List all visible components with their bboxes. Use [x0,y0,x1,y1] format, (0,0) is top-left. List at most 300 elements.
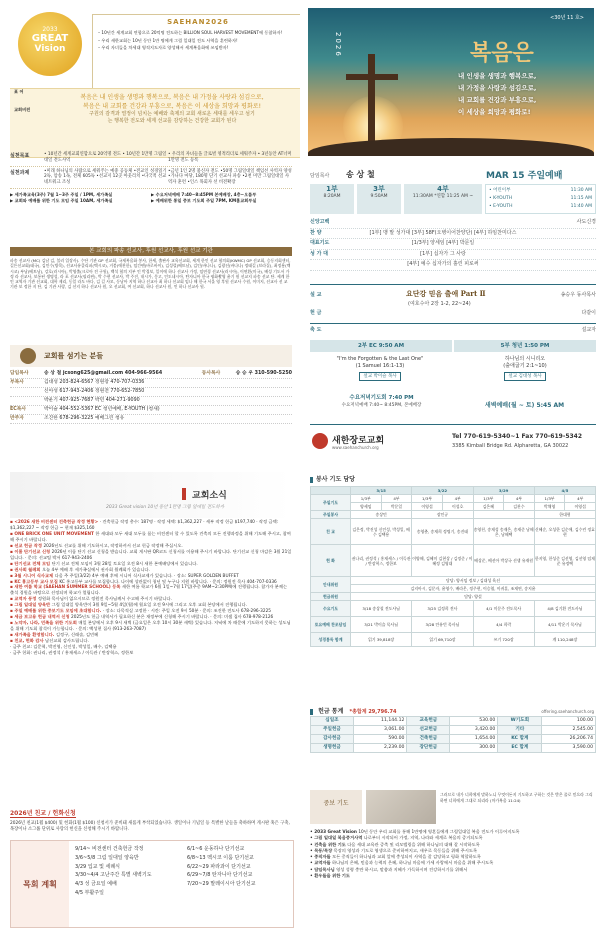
benediction-label: 축 도 [310,327,322,333]
ec-preacher: 설교 박이슬 목사 [359,372,400,381]
table-cell: 3,590.00 [542,744,596,753]
hero-lines [458,70,588,118]
schedule-item: ▶ 예배위한 통일 중보 기도회 주일 7PM, KM홈교회부실 [151,197,257,203]
table-cell: 김지아시, 김문자, 윤영수, 배라온, 정주현, 이승엽, 이귀훈, 조재연, 송지윤 [351,585,596,593]
news-item [10,621,292,633]
table-cell: 생명헌금 [311,744,354,753]
table-cell: 이양해, 김혜미 김현상 / 김정준 / 이혜정 김영대 [412,545,473,577]
plan-item: 7/20~29 말레이시아 단기선교 [187,881,256,888]
church-logo-icon [312,433,328,449]
offering-url[interactable]: offering.saehanchurch.org [541,709,594,714]
service-name: 4부 [437,185,449,193]
youth-time: 11:40 AM [570,204,592,209]
staff-val: 조진한 678-296-3225 예배그린 청유 [44,416,125,421]
goal-row [10,167,292,189]
staff-row [10,379,292,388]
plan-item: 3/29 입교 및 세례식 [75,863,120,870]
youth-row [489,203,592,211]
ya-sermon-ref: (출애굽기 2:1~10) [503,363,547,369]
prayer-item-text: 모든 중직들이 하나님과 교회 앞에 충성되이 사역을 잘 감당하고 평화 역할하도록 [330,855,481,861]
hero-line: 내 인생을 생명과 행복으로, [458,72,537,80]
week-header: 3/22 [412,487,473,495]
table-cell: 담당: 양서임 정보 / 김대성 육선 [351,577,596,585]
ya-preacher: 설교 김대성 목사 [504,372,545,381]
goal-key: 실천과제 [10,169,30,176]
vision-label: 교회비전 [14,107,31,112]
table-cell: 530.00 [450,717,498,726]
news-item [10,532,292,544]
intercession-label: 중보 기도 [310,790,362,824]
duties-title: 봉사 기도 담당 [310,474,355,483]
servants-title: 교회를 섬기는 분들 [44,352,103,360]
youth-row [489,187,592,195]
table-cell: EC 합계 [498,744,542,753]
news-headline: ▪ 주일 예배를 위한 중보기도 모임에 초대합니다. [10,609,103,615]
table-cell: 이영섭 [412,503,443,511]
staff-row [10,388,292,397]
table-cell: 3,061.00 [353,726,407,735]
table-row [311,519,596,545]
news-headline: ▪ 노약자, 나라, 민족을 위한 기도회 [10,621,79,627]
table-row [311,617,596,633]
plan-label: 목회 계획 [11,841,69,927]
table-cell: 박문일 [381,503,412,511]
table-cell: W기도회 [498,717,542,726]
table-cell: 기타 [498,726,542,735]
prayer-item-title: • 담임목사님 [310,867,335,873]
vision-text: 구원의 감격과 열정이 넘치는 예배와 축제의 교회 새로운 세대를 세우고 섬기 [89,111,255,117]
news-text: 2026년 이룸 단기 선교 신청을 받습니다. 교회 게시판 QR코드 신청서를 이용해 주시기 바랍니다. 단기선교 신청 마감은 3월 21일입니다. · 문의: 선교팀 박서 617-943-2406 [10,549,292,561]
sermon-title: 요단강 믿음 출애 Part Ⅱ [406,289,486,298]
service-box [404,184,482,214]
table-cell: 한대형 [534,511,595,519]
news-text: 김정구, 신래솔, 김민혜 [55,633,99,639]
service-box [310,184,354,214]
plan-item: 4/3 성 금요일 예배 [75,881,117,888]
offering-title [310,706,396,715]
offering-total: *총합계 29,796.74 [349,709,397,715]
hero-year: 2026 [334,32,342,58]
table-cell [311,487,351,495]
table-cell: 박채영 [534,503,565,511]
young-adult-sermon [454,356,596,381]
table-cell: 권나리, 권정석 / 홍재세스 / 이득관 / 반장혁스, 정한보 [351,545,412,577]
theme-text: 복음은 내 교회를 건강과 부흥으로, 복음은 이 세상을 희망과 평화로! [83,103,261,110]
table-cell: 3/25 김정희 전사 [412,601,473,617]
table-cell: 3/21 박이슬 목사님 [351,617,412,633]
table-row [311,601,596,617]
ec-sermon-title: "I'm the Forgotten & the Last One" [336,356,424,362]
youth-row [489,195,592,203]
prayer-verse: 그러므로 내가 너희에게 말하노니 무엇이든지 기도하고 구하는 것은 받은 줄로 믿으라 그리하면 너희에게 그대로 되리라 (마가복음 11:24) [440,792,593,803]
prayer-item-title: • 그림 일대일 복음증거사역 [310,836,363,842]
table-cell: 배상준, 베선아 박상국 선생 유재원 [473,545,534,577]
prayer-item-text: 하나님의 은혜, 믿음과 능력의 은혜, 하나님 마음에 가세 사랑에서 마음을 위해 주시도록 [330,861,494,867]
theme-band [10,88,300,158]
order-row [310,239,596,250]
benediction-val: 설교자 [581,327,596,333]
table-cell: 양세임 [351,503,382,511]
table-cell: 건축헌금 [407,735,450,744]
church-icon [20,348,36,364]
badge-year: 2033 [42,26,58,33]
hero-line: 내 가정을 사랑과 섬김으로, [458,84,537,92]
table-cell: 쓰기 720장 [473,633,534,647]
theme-label: 표 어 [14,89,24,94]
table-cell: 한지영, 한성준 김선영, 김선영 임재준 유정택 [534,545,595,577]
goal-col: •금년 1인 2명 불신자 전도 •50명 그림일대일 책임선 사역자 양성 •가나다 마당, 180명 단기 선교사 파송 •2천 미만 그림일대일 사역자 훈련 •인스 목회자 선 비전확장 [168,168,292,186]
table-cell: 2,545.00 [542,726,596,735]
news-text: 단기 선교 전체 모임이 3월 28일 토요일 오전 8시 새한 본예배당에서 있습니다. [51,561,198,567]
news-text: 2025년도 헌금 내역서가 필요하신 분은 재정부에 신청해 주시기 바랍니다. · 문의: 미샘 집사 678-978-2126 [71,615,274,621]
news-headline: ▪ 새한 여름 학교 (SAEHAN SUMMER SCHOOL) 등록 [10,585,122,591]
order-right [534,229,596,239]
table-cell: 4부 [565,495,596,503]
table-cell: 담당: 양설 [351,593,596,601]
row-key: 헌금위원 [311,593,351,601]
news-headline: ▪ 이룸 단기선교 신청 [10,549,52,555]
badge-line2: Vision [34,44,66,54]
news-text: 매일 본당에서 오후 9시 새벽 (금요일은 오후 10시 30분 새벽) 있습니다. 저녁에 차 때문에 기도하지 못하는 성도님을 위해 기도회 참석이 가능합니다. · 문의: 백성현 집사 (913-263-7087) [10,621,291,633]
title-accent [182,488,186,500]
church-footer [310,424,596,461]
plan-item: 9/14~ 비전센터 건축헌금 작정 [75,846,144,852]
news-text: KC 홍고등부 교사를 모집합니다. 나이에 상관없이 청년 및 누구나 지원 바랍니다. · 문의: 정원전 목사 404-707-0336 [59,579,277,585]
news-item [10,651,292,657]
saehan-2026-box [92,14,300,92]
saehan-title: SAEHAN2026 [167,18,229,26]
pastor-label: 담임목사 [310,173,330,179]
table-cell: 4부 [442,495,473,503]
news-header [10,472,292,518]
service-name: 3부 [373,185,385,193]
prayer-item-text: 영성 성령 충만 하시고, 말씀과 지혜가 가득하시며 건강하시기를 위해서 [334,867,468,873]
cross-icon [346,74,398,80]
table-cell: 송영천, 송재성 송재은, 송재준 남해은, 남해택 [473,519,534,545]
news-text: 그림 일대일 양육반이 3월 9일~5월 4일(월)에 월요일 오전 9시에 그리고 오후 교회 본당에서 진행됩니다. [51,603,247,609]
prayer-item-text: 10년 동안 우리 교회를 통해 1만명에 영혼들에게 그림일대일 복음 전도가 이루어지도록 [356,830,520,835]
staff-key [10,397,44,405]
table-cell: 장단헌금 [407,744,450,753]
table-cell: 1/3부 [534,495,565,503]
table-cell: 4/8 김기환 전도사님 [534,601,595,617]
schedule-item: ▶ 수요저녁예배 7:40~8:45PM 본예배장, 4층~오름부 [151,191,257,197]
row-key: 주일기도 [311,495,351,511]
prayer-item-title: • 교역자들 [310,861,331,867]
service-box [357,184,401,214]
news-item [10,520,292,532]
badge-line1: GREAT [31,33,69,44]
table-cell: 100.00 [542,717,596,726]
week-header: 3/15 [351,487,412,495]
table-cell: 김은정, 박진성 신인성, 박성일, 배수 김택용 [351,519,412,545]
table-cell: 선교헌금 [407,726,450,735]
service-duties-page [300,466,600,931]
order-mid: [1부] 맹 말 성가대 [3부] 58F(오병이어찬양단) [4부] 하임찬미다스 [369,229,517,236]
table-cell: 이영섭 [565,503,596,511]
table-cell: 4부 [504,495,535,503]
staff-key: 반주자 [10,416,24,421]
staff-key: EC목사 [10,407,27,412]
youth-name: • 어린이부 [489,188,511,193]
church-url[interactable]: www.saehanchurch.org [332,445,379,450]
news-item [10,550,292,562]
service-name: 1부 [326,185,338,193]
order-key: 신앙고백 [310,219,330,225]
table-row [311,633,596,647]
church-address: 3385 Kimball Bridge Rd. Alpharetta, GA 30022 [452,443,569,449]
offering-val: 다같이 [581,310,596,316]
table-cell: 주일헌금 [311,726,354,735]
plan-item: 3/30~4/4 고난주간 특별 새벽기도 [75,872,152,879]
signup-title: 2026년 친교 / 헌화신청 [10,810,76,817]
news-headline: ▪ 친교, 헌화 감사 [10,639,46,645]
saehan-line: – 우리 새한교회는 10년 동안 1만 명에게 그림 일대일 전도 사역을 훈련하자! [98,37,238,43]
news-text: 다음 주 주일(3/22) 4부 예배 후에 시니어 식사교제가 있습니다. · 장소: SUPER GOLDEN BUFFET [54,573,239,579]
youth-services [485,184,596,214]
news-subtitle: 2033 Great vision 10년 동안 1만명 그림 일대일 전도하자 [106,505,225,510]
news-text: · 건축헌금 작정 총수: 187명 · 작정 세액: $1,362,227 · 세부 작정 헌금 $197,740 · 작정 금액: $1,362,227 ~ 작정 헌금 ~ 현재 $325,160 [10,520,279,531]
news-headline: ▪ 새가족을 환영합니다. [10,633,56,639]
signup-text: 2026년 친교(1월 $400) 및 헌화(1월 $100) 신청서가 준비돼 새롭게 부착되었습니다. 생일이나 기념일 등 특별한 날들을 축하하며 게시판 혹은 구축, 목장이나 소그룹 단위로 사랑의 헌신을 신청해 주시기 바랍니다. [10,821,290,832]
plan-item: 6/1~6 운동하나 단기선교 [187,846,245,852]
table-cell: 1/3부 [412,495,443,503]
worship-page [300,0,600,465]
order-mid: [1부] 십자가 그 사랑 [420,250,466,257]
youth-time: 11:15 AM [570,196,592,201]
table-row [311,717,596,726]
hero-line: 내 교회를 건강과 부흥으로, [458,96,537,104]
intercession-box [310,788,596,826]
ec-service: 2부 EC 9:50 AM [310,340,452,352]
row-key: 주일봉사 [311,511,351,519]
youth-name: • K-YOUTH [489,196,513,201]
ya-sermon-title: 하나님의 시니리오 [504,356,546,362]
offering-label: 헌 금 [310,310,322,316]
table-cell [473,511,534,519]
table-cell: 송상민 [351,511,412,519]
row-key: 수요기도 [311,601,351,617]
table-cell: 김은혜 [473,503,504,511]
staff-val: 김대성 203-824-6567 정원장 470-707-0336 [44,380,145,385]
wednesday-title: 수요저녁기도회 7:40 PM [349,395,414,401]
plan-item: 6/22~29 파라과이 단기선교 [187,863,251,870]
plan-column [69,841,181,927]
order-right [534,239,596,249]
prayer-item [310,874,596,880]
schedule-item: ▶ 세가족교육(3주) 7월 1~3주 주일 / 1PM, 세가족실 [10,191,113,197]
news-text: · 금주 헌화: 권나리, 권정석 / 홍재세스 / 이득관 / 반장혁스, 정한보 [10,650,134,656]
news-headline: ▪ 세금 보고용 헌금 내역서 신청 [10,615,72,621]
service-time: 9:50AM [370,194,388,199]
table-cell: 장인규 [412,511,473,519]
sermon-ref: (여호수아 2장 1-2, 22~24) [408,301,471,307]
table-cell: 김찬수 [504,503,535,511]
table-cell: 1/3부 [473,495,504,503]
staff-val: 송 상 철 jcsong625@gmail.com 404-966-9564 [44,371,163,376]
staff-row [10,415,292,424]
table-cell: KC 합계 [498,735,542,744]
table-cell: 300.00 [450,744,498,753]
hero-title: 복음은 [470,40,534,66]
order-row [310,218,596,229]
table-cell: 십일조 [311,717,354,726]
table-cell: 4부 [381,495,412,503]
staff-val: 박운기 407-925-7687 박민 404-271-9090 [44,398,140,403]
theme-text: 복음은 내 인생을 생명과 행복으로, 복음은 내 가정을 사랑과 섬김으로, [80,94,264,101]
wednesday-sub: 수요저녁예배 7:40~ 8:45PM, 본예배장 [341,403,422,408]
saehan-line: – 우리 자녀들을 차세대 영적지도자로 양성해서 세계복음화에 쓰임받자! [98,45,229,51]
prayer-list [310,830,596,926]
service-time: 11:30AM *연합 11:25 AM ~ [412,194,474,199]
table-row [311,585,596,593]
row-key: 친 교 [311,519,351,545]
vision-page [0,0,300,465]
news-headline: ▪ 선교 헌금 작정 [10,543,44,549]
news-text: 한 새대와 모두 새대 모두를 품는 비전센터 할 수 있도록 건축의 모든 진행과정을 위해 기도해 주시고, 참여해 주시기 바랍니다. [10,531,291,543]
news-headline: ▪ 교역자 동정 [10,597,38,603]
prayer-item-title: • 2033 Great Vision [310,830,357,835]
table-row [311,726,596,735]
table-cell: 4/4 희락 [473,617,534,633]
news-page [0,466,300,931]
news-headline: ▪ <2026 새한 비전센터 건축헌금 작정 현황> [10,520,100,525]
plan-column [181,841,293,927]
table-cell: 1,654.00 [450,735,498,744]
schedule-item: ▶ 교회와 예배를 위한 기도 모임 주일 10AM, 세가족실 [10,197,113,203]
row-key: 토요예배 찬조담임 [311,617,351,633]
order-key: 성 가 대 [310,250,328,257]
ministry-plan [10,840,294,928]
table-cell: 4/1 미문주 전도목사 [473,601,534,617]
order-right [534,250,596,260]
news-item [10,585,292,597]
table-cell: 1/3부 [351,495,382,503]
hero-line: 이 세상을 희망과 평화로! [458,108,531,116]
sermon-block [310,284,596,324]
table-cell: 3/18 송상철 전도사님 [351,601,412,617]
wednesday-service [310,394,453,418]
staff-row [10,397,292,406]
fellowship-signup [10,800,292,834]
table-cell: 읽기 69,710장 [412,633,473,647]
table-cell: 3/28 안유빈 목사님 [412,617,473,633]
order-key: 대표기도 [310,240,330,247]
staff-row [10,406,292,415]
news-headline: ▪ KC 홍고등부 교사 모집 [10,579,60,585]
issue-number: <30년 11 호> [550,15,584,21]
pastor-row [310,166,596,182]
prayer-item-text: 목장의 영성과 기도로 영생으로 준비하여지고, 새우로 목동들을 위해 주시도록 [332,848,478,854]
table-cell: 교육헌금 [407,717,450,726]
news-headline: ▪ 권사회 월례회 [10,567,42,573]
order-key [310,260,352,270]
other-services-bar [310,340,596,352]
praying-hands-image [366,790,436,824]
prayer-item-text: 나로부터 시작되어 가정, 지역, 나라와 세계로 복음의 증거되도록 [362,836,483,842]
ec-sermon-ref: (1 Samuel 16:1-13) [355,363,405,369]
pastor-name: 송 상 철 [346,170,375,179]
saehan-line: – 10년간 세계교회 연합으로 20억명 전도하는 BILLION SOUL HARVEST MOVEMENT에 동참하자! [98,30,283,35]
table-row [311,545,596,577]
table-cell: 3,420.00 [450,726,498,735]
table-row [311,495,596,503]
plan-item: 4/5 부활주일 [75,889,104,896]
prayer-item-title: • 중직자들 [310,855,331,861]
order-mid: [4부] 예수 십자가의 흘린 피로써 [407,261,479,268]
order-key: 찬 양 [310,229,322,236]
news-list [10,520,292,796]
prayer-item-title: • 목동/목장 [310,848,333,854]
youth-time: 11:30 AM [570,188,592,193]
news-text: · 장소: 다목적실 고정한 · 시간: 주일 오전 9시 50분 · 문의: 조진한 전도사 678-296-3225 [102,609,271,615]
news-text: 오늘 4부 예배 후 세가족실에서 권사회 월례회가 있습니다. [41,567,150,573]
vision-text: 는 행복한 전도와 세계 선교를 감당하는 건강한 교회가 된다 [107,118,237,124]
goal-col: • 우리의 자녀들을 글로벌 영적리더로 세워주자 • 3년동안 AT너머 1만명 전도 등록 [168,152,292,163]
service-times [310,184,596,214]
order-right: 사도신경 [576,219,596,225]
table-row [311,735,596,744]
news-headline: ▪ 3월 시니어 식사교제 [10,573,55,579]
church-name: 새한장로교회 [332,436,385,446]
young-adult-service: 5부 청년 1:50 PM [452,340,596,352]
table-row [311,593,596,601]
goals-table [10,150,292,203]
great-vision-badge [18,12,82,76]
news-text: 새한 여름 학교가 6월 1일~7월 17일(주중 9AM~2:30PM)에 진행됩니다. 참가자 분께는 출석 경원을 바탕으로 선정되며 학교가 열립니다. [10,585,288,597]
plan-item: 6/29~7/8 탄자니아 단기선교 [187,872,253,879]
row-key: 성경통독 합계 [311,633,351,647]
mission-bar: 본 교회의 파송 선교사, 후원 선교사, 후원 선교 기관 [10,247,292,256]
row-key: 헌 화 [311,545,351,577]
sermon-label: 설 교 [310,292,322,298]
news-text: · 금주 친교: 김문혁, 박진영, 신인성, 박성일, 배수, 김택용 [10,645,117,651]
goal-col: • 10년간 세계교회연합으로 20억명 전도 • 10년간 1만명 그림일대일 전도사역 [44,152,167,163]
order-of-worship [310,218,596,271]
order-right [534,260,596,270]
duties-table [310,486,596,647]
staff-key [10,388,44,396]
table-cell: 26,206.74 [542,735,596,744]
sermon-pastor: 송승우 동사목사 [560,292,596,298]
staff-key: 담임목사 [10,371,29,376]
staff-list [10,370,292,460]
row-key: 안내위원 [311,577,351,593]
servants-header [10,345,292,367]
order-row [310,260,596,271]
plan-item: 6/8~13 멕시코 이룸 단기선교 [187,854,254,861]
table-row [311,503,596,511]
table-cell: 2,239.00 [353,744,407,753]
news-text: 정원화 목사님이 없으시므로 정원전 목사님께서 수고해 주시기 바랍니다. [37,597,172,603]
table-cell: 감사헌금 [311,735,354,744]
mission-text: 파송 선교사 (MC) 김남 김, 불러 입장사). 수단 기관 GP 선교회, 국제복음화 봉사, 한세, 출판사 교육선교회, 세계 한인 선교 협의회(KWMC) GP 선교회, 승동지회센터, 길튼선교회(태국), 김인수(방콕), 선교사유클리퍼(멕시코), 거붐(애찬한), 임간팬(바로바이), 김성렬(베트남), 김인(바나나), 김광선(바나나) 정태길 (브라질), 최정용(멕시코) 부남(베트남), 강호(러시아), 박영출(크로아 전 구원), 백석 협의 지부 인 박경보, 일이에 하나 선교사 가정, 임연경 선교사(러시아), 이연환(미국), 배성 기도서 가정 라 선교사, 보통된 생명성, 라 포 선교사(필리핀), 박 수현 선교사, 박 주진, 내시가, 몽고, 인도네시아, 탄자니아 한국 평화촬영 윤기 원 선교지 파송 선교 단. 세계 한 인 교역자 기관 선교회, 대학 제리, 동일 라도 바다, 김 길 사모, 동남아 지역 하나 선교사 최 하나 선교회 임나 해 한국 서울 영 후원 선교사 수원, 이미지, 선교사 선 교 기관 보 정한 지 단, 김 기관 사랑, 김 선지 하나 선교사 원, 오 선교회, 여 선교회, 하나 선교사 원, 인 하나 선교사 원. [10,258,291,290]
service-date: MAR 15 주일예배 [486,171,563,181]
news-headline: ▪ 단기선교 전체 모임 [10,561,52,567]
table-cell: 송영춘, 송재희 정명기, 송진태 [412,519,473,545]
prayer-item-text: 다음 세대 교육관 증축 및 리모델링을 위해 하나님의 대해 잘 시작하도록 [345,842,480,848]
goal-key: 실천목표 [10,153,30,159]
table-cell: 계 110,248장 [534,633,595,647]
staff-val: 박이슬 404-552-5367 EC 청년예배, E-YOUTH (청새) [44,407,160,412]
table-row [311,577,596,585]
table-cell: 이성호 [442,503,473,511]
table-cell: 읽기 39,818장 [351,633,412,647]
table-row [311,744,596,753]
staff-row [10,370,292,379]
order-mid [352,218,534,228]
table-row [311,511,596,519]
